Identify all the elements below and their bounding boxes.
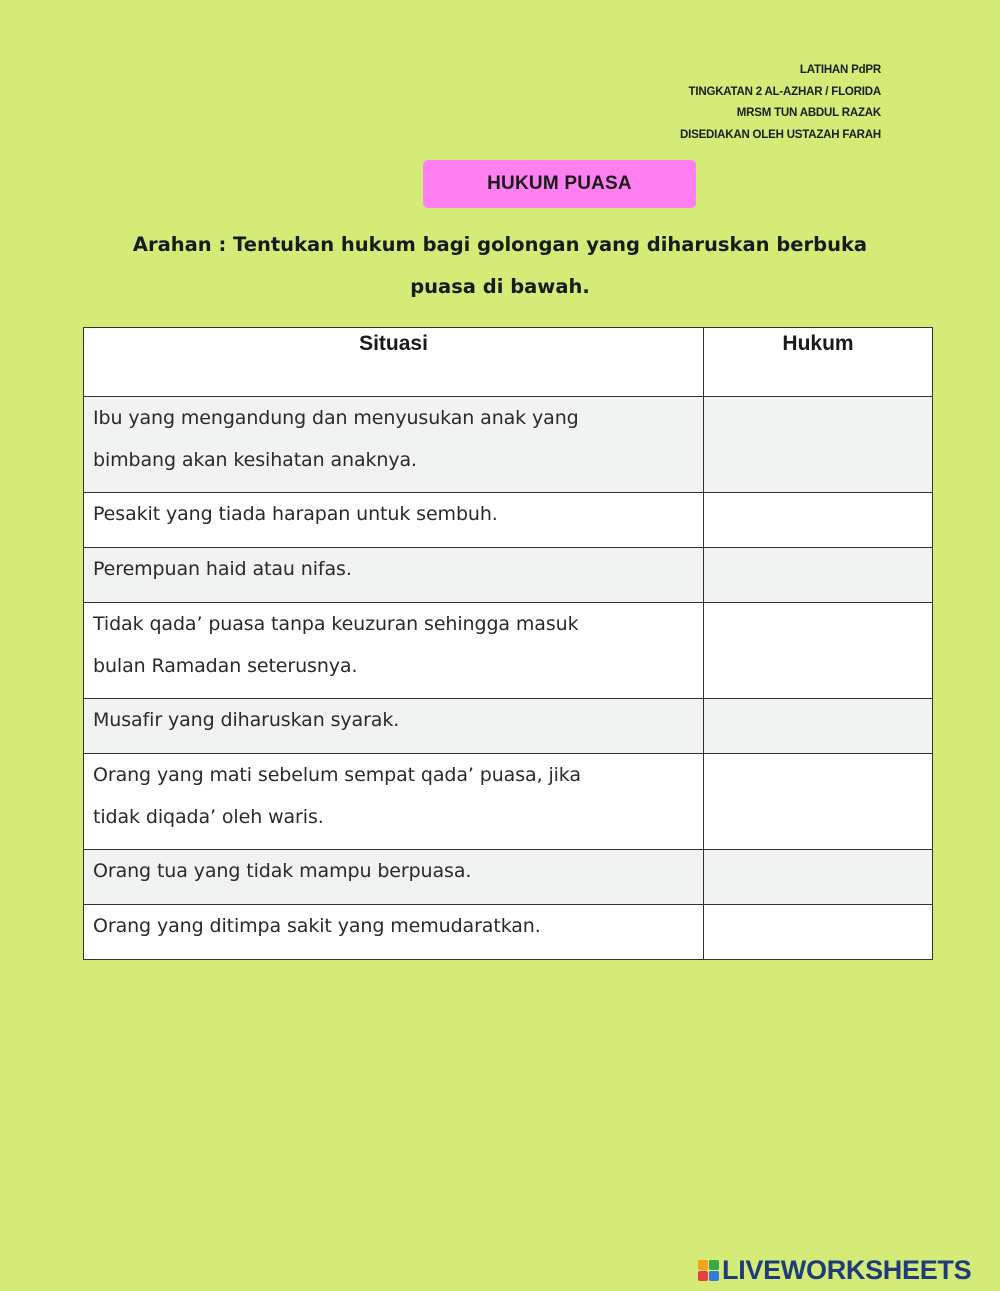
header-info (680, 60, 881, 146)
situasi-text-line: Musafir yang diharuskan syarak. (93, 709, 400, 731)
table-row (84, 699, 933, 754)
situasi-cell (84, 548, 704, 603)
logo-tile-l (698, 1260, 708, 1270)
table-row (84, 905, 933, 960)
header-line-school: MRSM TUN ABDUL RAZAK (736, 107, 881, 119)
hukum-answer-cell[interactable] (704, 397, 933, 493)
situasi-text-line: Orang tua yang tidak mampu berpuasa. (93, 860, 472, 882)
situasi-text-line: Orang yang ditimpa sakit yang memudaratkan. (93, 915, 541, 937)
liveworksheets-brand[interactable] (698, 1256, 971, 1284)
table-row (84, 603, 933, 699)
logo-tile-e (709, 1271, 719, 1281)
table-row (84, 548, 933, 603)
table-row (84, 493, 933, 548)
hukum-answer-cell[interactable] (704, 548, 933, 603)
situasi-cell (84, 754, 704, 850)
situasi-text-line: Pesakit yang tiada harapan untuk sembuh. (93, 503, 498, 525)
situasi-hukum-table (83, 327, 933, 960)
brand-text: LIVEWORKSHEETS (722, 1255, 972, 1285)
logo-tile-v (698, 1271, 708, 1281)
instruction-line-2: puasa di bawah. (410, 275, 590, 298)
situasi-text-line: Perempuan haid atau nifas. (93, 558, 352, 580)
hukum-answer-cell[interactable] (704, 603, 933, 699)
column-header-hukum: Hukum (704, 328, 933, 397)
situasi-text-line: bimbang akan kesihatan anaknya. (93, 449, 417, 471)
situasi-text-line: Ibu yang mengandung dan menyusukan anak yang (93, 407, 579, 429)
table-row (84, 754, 933, 850)
instruction-text (100, 224, 900, 308)
situasi-text-line: bulan Ramadan seterusnya. (93, 655, 358, 677)
situasi-cell (84, 699, 704, 754)
header-line-author: DISEDIAKAN OLEH USTAZAH FARAH (680, 128, 881, 141)
hukum-answer-cell[interactable] (704, 699, 933, 754)
situasi-cell (84, 603, 704, 699)
situasi-cell (84, 905, 704, 960)
header-line-tingkatan: TINGKATAN 2 AL-AZHAR / FLORIDA (688, 85, 881, 98)
column-header-situasi: Situasi (84, 328, 704, 397)
hukum-answer-cell[interactable] (704, 905, 933, 960)
table-row (84, 397, 933, 493)
situasi-cell (84, 850, 704, 905)
table-row (84, 850, 933, 905)
logo-tile-i (709, 1260, 719, 1270)
situasi-cell (84, 397, 704, 493)
header-line-latihan: LATIHAN PdPR (799, 64, 881, 76)
situasi-text-line: Orang yang mati sebelum sempat qada’ puasa, jika (93, 764, 581, 786)
hukum-answer-cell[interactable] (704, 754, 933, 850)
hukum-answer-cell[interactable] (704, 493, 933, 548)
hukum-answer-cell[interactable] (704, 850, 933, 905)
instruction-line-1: Arahan : Tentukan hukum bagi golongan yang diharuskan berbuka (132, 233, 868, 256)
page-title: HUKUM PUASA (423, 160, 696, 208)
situasi-text-line: tidak diqada’ oleh waris. (93, 806, 324, 828)
situasi-text-line: Tidak qada’ puasa tanpa keuzuran sehingga masuk (93, 613, 579, 635)
liveworksheets-logo-icon (698, 1260, 719, 1281)
situasi-cell (84, 493, 704, 548)
